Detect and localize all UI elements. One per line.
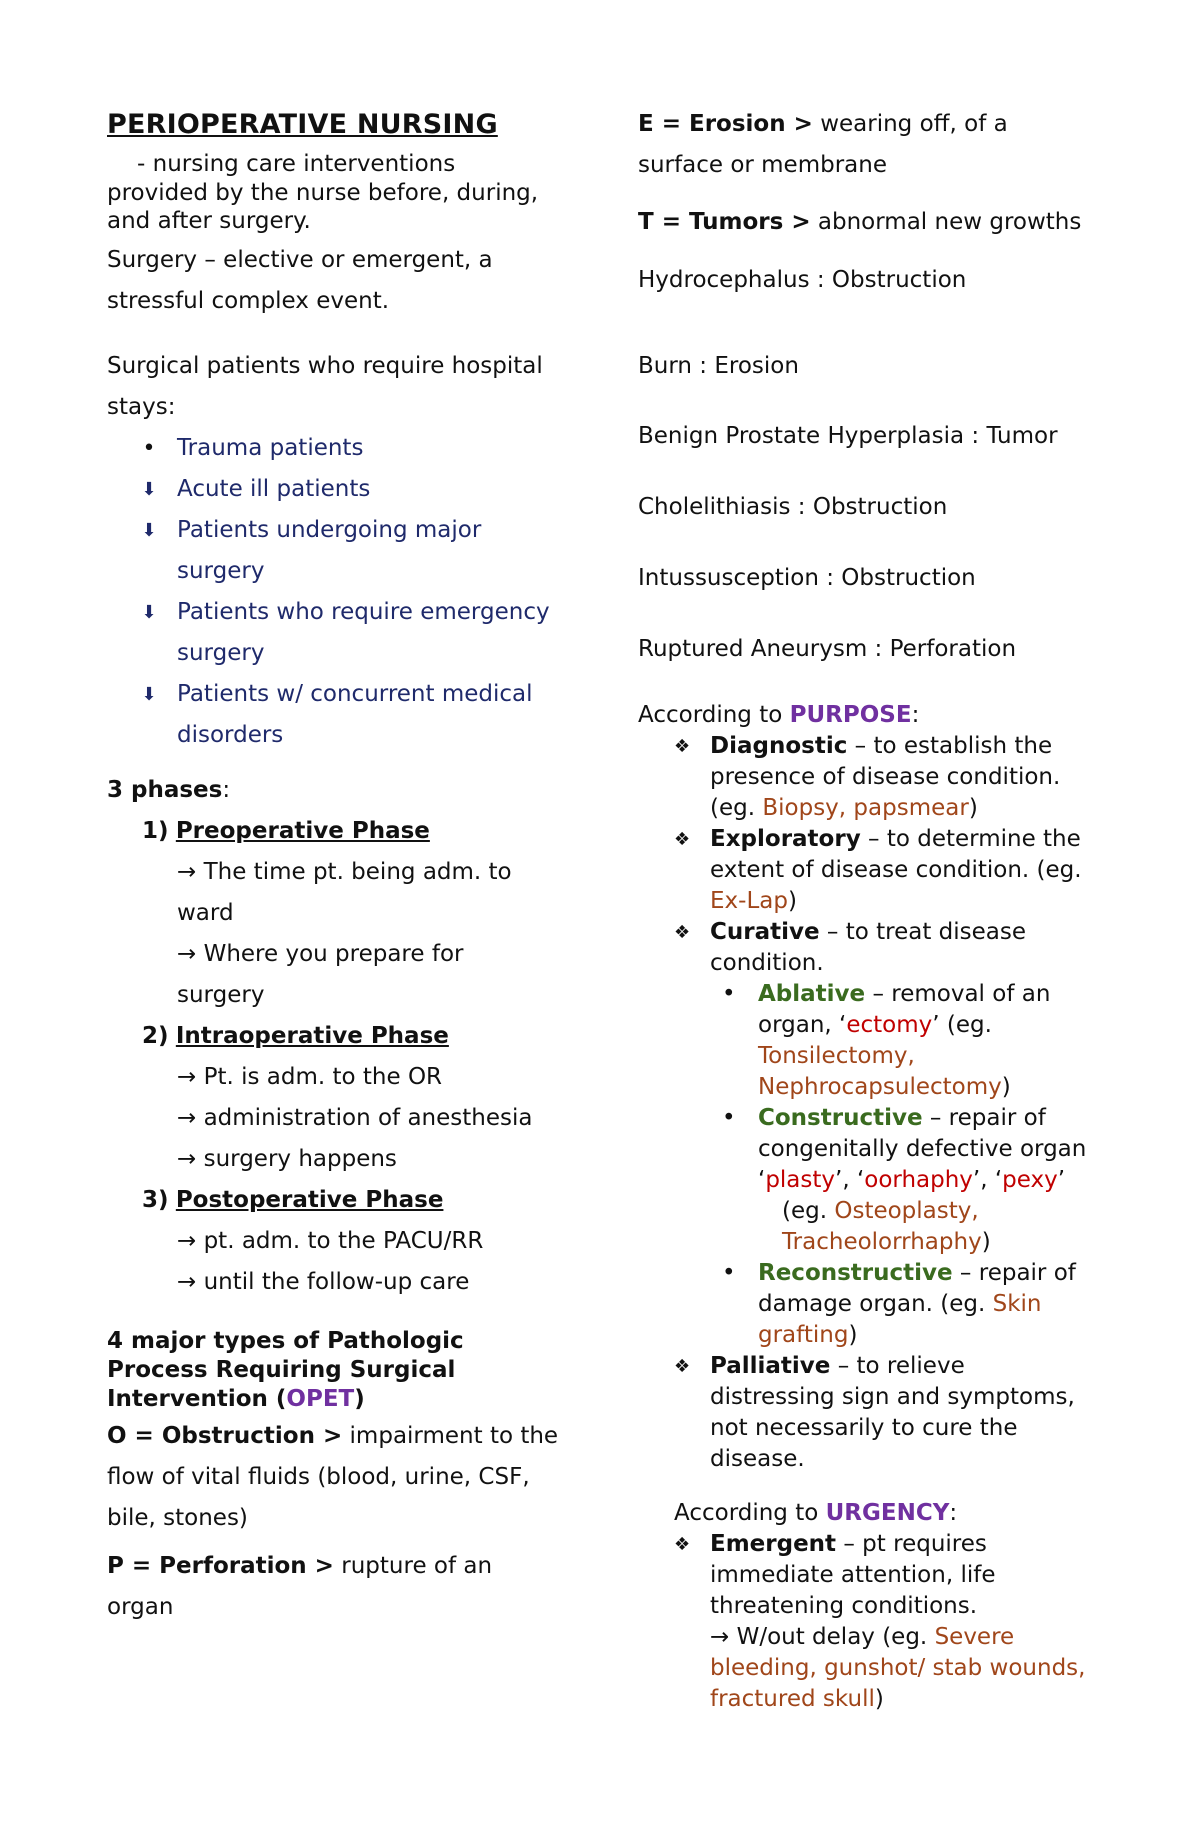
list-item-line: bleeding, gunshot/ stab wounds, [710, 1655, 1086, 1681]
list-item-line: congenitally defective organ [758, 1136, 1087, 1162]
list-item-line: Tracheolorrhaphy) [782, 1229, 991, 1255]
opet-heading: Intervention (OPET) [107, 1385, 365, 1412]
list-item-line: threatening conditions. [710, 1593, 978, 1619]
phase-item: → pt. adm. to the PACU/RR [177, 1228, 484, 1254]
example-line: Hydrocephalus : Obstruction [638, 267, 967, 293]
bullet-icon: • [142, 436, 156, 461]
list-item: ⬇ Acute ill patients [107, 469, 587, 510]
list-item-line: Ex-Lap) [710, 888, 797, 914]
list-item-line: fractured skull) [710, 1686, 884, 1712]
phase-item: → administration of anesthesia [177, 1105, 533, 1131]
list-item: ❖ Exploratory – to determine the [638, 824, 1108, 855]
list-item-line: Tonsilectomy, [758, 1043, 915, 1069]
list-item-line: → W/out delay (eg. Severe [710, 1624, 1015, 1650]
tumors-def: T = Tumors > abnormal new growths [638, 209, 1082, 235]
phase-title: 3) Postoperative Phase [142, 1187, 444, 1213]
bullet-icon: • [722, 1105, 736, 1131]
phase-item: → until the follow-up care [177, 1269, 470, 1295]
list-item: ⬇ Patients w/ concurrent medical [107, 674, 587, 715]
list-item: ❖ Diagnostic – to establish the [638, 731, 1108, 762]
arrow-down-icon: ⬇ [141, 520, 157, 541]
diamond-icon: ❖ [674, 1534, 691, 1555]
example-line: Ruptured Aneurysm : Perforation [638, 636, 1017, 662]
list-item: ❖ Palliative – to relieve [638, 1351, 1108, 1382]
list-item-line: disease. [710, 1446, 805, 1472]
list-item-line: distressing sign and symptoms, [710, 1384, 1075, 1410]
bullet-icon: • [722, 981, 736, 1007]
perforation-def: organ [107, 1594, 174, 1621]
intro-line: and after surgery. [107, 208, 311, 235]
list-item-line: extent of disease condition. (eg. [710, 857, 1082, 883]
opet-heading: 4 major types of Pathologic [107, 1328, 464, 1354]
obstruction-def: flow of vital fluids (blood, urine, CSF, [107, 1464, 530, 1491]
list-item-line: damage organ. (eg. Skin [758, 1291, 1042, 1317]
bullet-icon: • [722, 1260, 736, 1286]
phase-item: → Where you prepare for [177, 941, 464, 967]
list-item-line: ‘plasty’, ‘oorhaphy’, ‘pexy’ [758, 1167, 1066, 1193]
erosion-def: E = Erosion > wearing off, of a [638, 111, 1008, 137]
intro-line: provided by the nurse before, during, [107, 179, 539, 206]
list-item-line: organ, ‘ectomy’ (eg. [758, 1012, 992, 1038]
phase-item: → The time pt. being adm. to [177, 859, 512, 885]
list-item: • Reconstructive – repair of [638, 1258, 1108, 1289]
diamond-icon: ❖ [674, 736, 691, 757]
surgery-line: Surgery – elective or emergent, a [107, 247, 493, 273]
phase-item: surgery [177, 982, 265, 1008]
diamond-icon: ❖ [674, 829, 691, 850]
page-title: PERIOPERATIVE NURSING [107, 109, 498, 140]
arrow-down-icon: ⬇ [141, 602, 157, 623]
phase-title: 1) Preoperative Phase [142, 818, 430, 844]
urgency-heading: According to URGENCY: [674, 1500, 958, 1526]
surgery-line: stressful complex event. [107, 288, 390, 314]
example-line: Burn : Erosion [638, 353, 799, 379]
list-item: ⬇ Patients undergoing major [107, 510, 587, 551]
list-item-line: grafting) [758, 1322, 858, 1348]
right-column [638, 104, 1108, 1715]
patient-list [107, 428, 587, 756]
phase-item: → Pt. is adm. to the OR [177, 1064, 443, 1090]
patients-intro: stays: [107, 394, 176, 420]
arrow-down-icon: ⬇ [141, 479, 157, 500]
list-item-line: condition. [710, 950, 824, 976]
example-line: Intussusception : Obstruction [638, 565, 976, 591]
phases-heading: 3 phases: [107, 777, 231, 803]
list-item: • Constructive – repair of [638, 1103, 1108, 1134]
obstruction-def: bile, stones) [107, 1505, 248, 1532]
list-item: surgery [177, 558, 265, 584]
opet-heading: Process Requiring Surgical [107, 1356, 456, 1383]
diamond-icon: ❖ [674, 922, 691, 943]
list-item-line: immediate attention, life [710, 1562, 996, 1588]
list-item-line: presence of disease condition. [710, 764, 1061, 790]
list-item: ❖ Emergent – pt requires [638, 1529, 1108, 1560]
phase-item: → surgery happens [177, 1146, 397, 1172]
phase-item: ward [177, 900, 234, 926]
list-item-line: not necessarily to cure the [710, 1415, 1018, 1441]
list-item: ❖ Curative – to treat disease [638, 917, 1108, 948]
obstruction-def: O = Obstruction > impairment to the [107, 1423, 559, 1450]
diamond-icon: ❖ [674, 1356, 691, 1377]
perforation-def: P = Perforation > rupture of an [107, 1553, 493, 1580]
list-item: ⬇ Patients who require emergency [107, 592, 587, 633]
patients-intro: Surgical patients who require hospital [107, 353, 543, 379]
list-item: • Ablative – removal of an [638, 979, 1108, 1010]
list-item: disorders [177, 722, 284, 748]
arrow-down-icon: ⬇ [141, 684, 157, 705]
left-column [107, 108, 587, 1628]
intro-line: - nursing care interventions [137, 150, 456, 177]
list-item-line: Nephrocapsulectomy) [758, 1074, 1011, 1100]
list-item: • Trauma patients [107, 428, 587, 469]
list-item-line: (eg. Biopsy, papsmear) [710, 795, 978, 821]
phase-title: 2) Intraoperative Phase [142, 1023, 449, 1049]
example-line: Benign Prostate Hyperplasia : Tumor [638, 423, 1058, 449]
purpose-heading: According to PURPOSE: [638, 702, 920, 728]
list-item-line: (eg. Osteoplasty, [782, 1198, 979, 1224]
example-line: Cholelithiasis : Obstruction [638, 494, 948, 520]
erosion-def: surface or membrane [638, 152, 887, 178]
list-item: surgery [177, 640, 265, 666]
